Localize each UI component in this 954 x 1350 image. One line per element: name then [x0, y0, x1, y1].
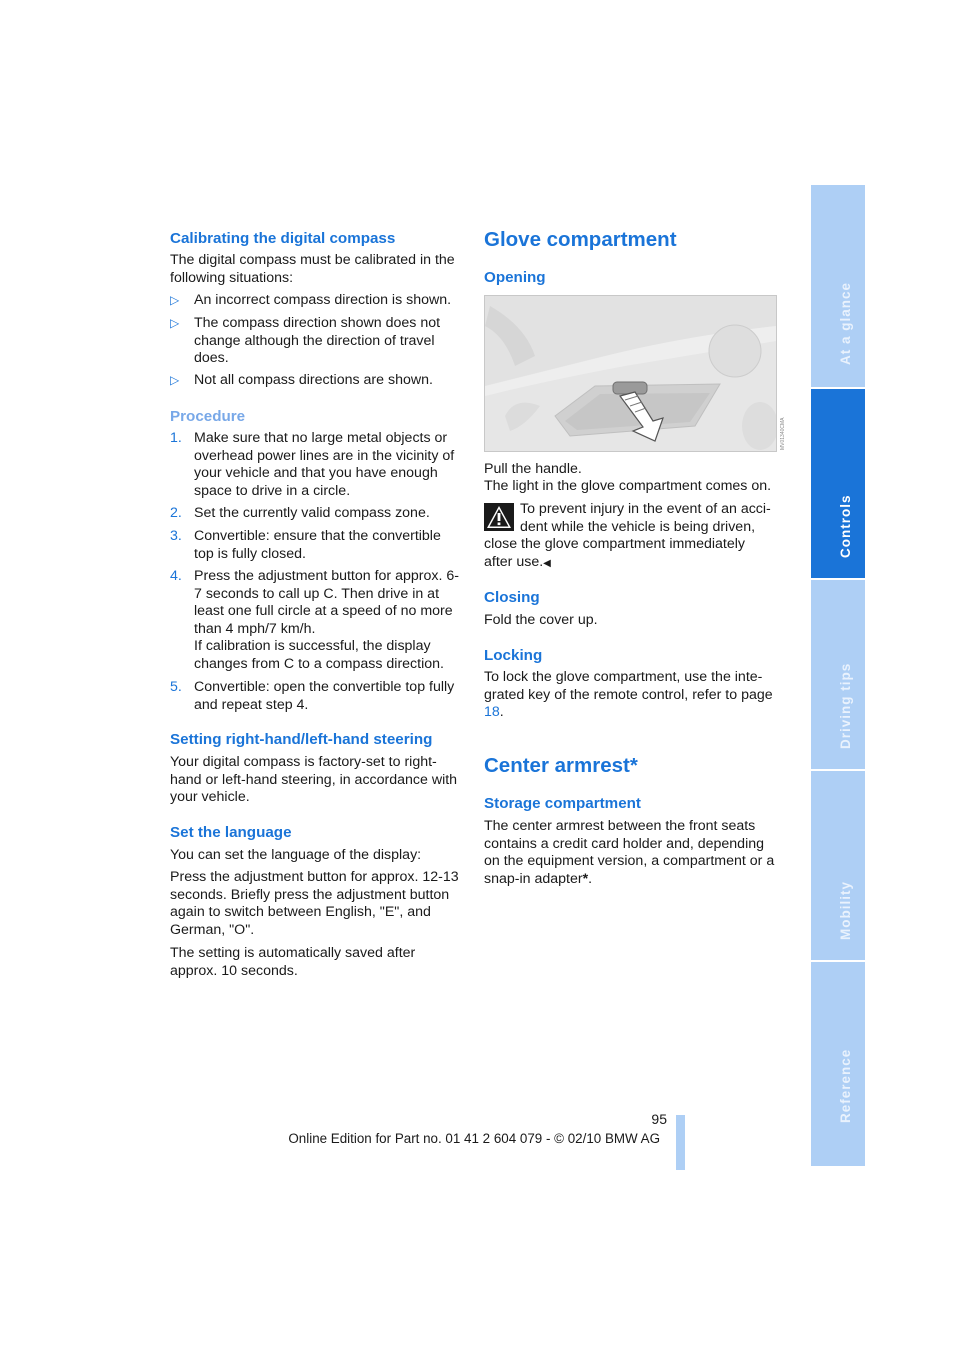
step-number: 4. [170, 568, 182, 584]
step-number: 5. [170, 679, 182, 695]
footer-edition: Online Edition for Part no. 01 41 2 604 079 - © 02/10 BMW AG [288, 1131, 660, 1146]
step-text: Set the currently valid compass zone. [194, 505, 430, 521]
armrest-heading: Center armrest* [484, 754, 638, 777]
glove-heading: Glove compartment [484, 228, 677, 251]
tab-driving-tips[interactable] [811, 580, 865, 769]
step-number: 2. [170, 505, 182, 521]
closing-text: Fold the cover up. [484, 612, 598, 628]
step-text: Press the adjustment button for approx. 6-7 seconds to call up C. Then drive in at least one full circle at a speed of no more than 4 mph/7 km/h. [194, 568, 459, 637]
opening-text: Pull the handle. [484, 461, 582, 477]
locking-heading: Locking [484, 647, 543, 664]
bullet-icon: ▷ [170, 293, 180, 307]
footer-marker [676, 1115, 685, 1170]
steering-text: Your digital compass is factory-set to right-hand or left-hand steering, in accordance with your vehicle. [170, 754, 458, 806]
storage-heading: Storage compartment [484, 795, 641, 812]
situation-text: The compass direction shown does not change although the direction of travel does. [194, 315, 441, 367]
step-extra-text: If calibration is successful, the display changes from C to a compass direction. [194, 638, 444, 672]
steering-heading: Setting right-hand/left-hand steering [170, 731, 433, 748]
image-code: MV01340CMA [780, 417, 786, 450]
situation-text: An incorrect compass direction is shown. [194, 292, 452, 308]
tab-reference[interactable] [811, 962, 865, 1166]
bullet-icon: ▷ [170, 316, 180, 330]
glove-compartment-drawing [485, 296, 776, 451]
language-text: The setting is automatically saved after approx. 10 seconds. [170, 945, 416, 979]
step-text: Convertible: ensure that the convertible top is fully closed. [194, 528, 441, 562]
tab-label: Mobility [838, 881, 853, 940]
step-text: Convertible: open the convertible top fully and repeat step 4. [194, 679, 455, 713]
language-text: You can set the language of the display: [170, 847, 422, 863]
language-heading: Set the language [170, 824, 292, 841]
tab-label: At a glance [838, 281, 853, 365]
opening-text: The light in the glove compartment comes on. [484, 478, 772, 494]
tab-controls[interactable] [811, 389, 865, 578]
calibrating-heading: Calibrating the digital compass [170, 230, 396, 247]
tab-label: Driving tips [838, 662, 853, 749]
situation-text: Not all compass directions are shown. [194, 372, 433, 388]
opening-heading: Opening [484, 269, 546, 286]
list-item [170, 315, 462, 369]
option-star: * [582, 870, 589, 887]
warning-text: To prevent injury in the event of an acci-dent while the vehicle is being driven, close the glove compartment immediately after use. [484, 501, 771, 570]
locking-paragraph [484, 669, 776, 722]
warning-block [484, 501, 776, 572]
calibrating-intro: The digital compass must be calibrated in the following situations: [170, 252, 455, 286]
storage-text: The center armrest between the front seats contains a credit card holder and, depending on the equipment version, a compartment or a snap-in adapter [484, 818, 775, 887]
step-number: 3. [170, 528, 182, 544]
page-link[interactable]: 18 [484, 704, 500, 721]
procedure-heading: Procedure [170, 408, 246, 425]
closing-heading: Closing [484, 589, 540, 606]
step-number: 1. [170, 430, 182, 446]
page-number: 95 [651, 1111, 667, 1127]
list-item [170, 372, 462, 390]
locking-text: To lock the glove compartment, use the inte-grated key of the remote control, refer to page [484, 669, 773, 703]
storage-paragraph [484, 818, 776, 888]
bullet-icon: ▷ [170, 373, 180, 387]
tab-mobility[interactable] [811, 771, 865, 960]
tab-label: Reference [838, 1048, 853, 1123]
step-text: Make sure that no large metal objects or overhead power lines are in the vicinity of your vehicle and that you have enough space to drive in a circle. [194, 430, 455, 499]
language-text: Press the adjustment button for approx. 12-13 seconds. Briefly press the adjustment button again to switch between English, "E", and German, "O". [170, 869, 459, 938]
storage-end: . [588, 870, 593, 887]
locking-end: . [499, 704, 504, 721]
warning-spacer [484, 501, 520, 536]
end-mark-icon: ◀ [543, 557, 551, 569]
glove-compartment-illustration [484, 295, 777, 452]
list-item [170, 292, 462, 310]
tab-at-a-glance[interactable] [811, 185, 865, 387]
tab-label: Controls [838, 494, 853, 558]
